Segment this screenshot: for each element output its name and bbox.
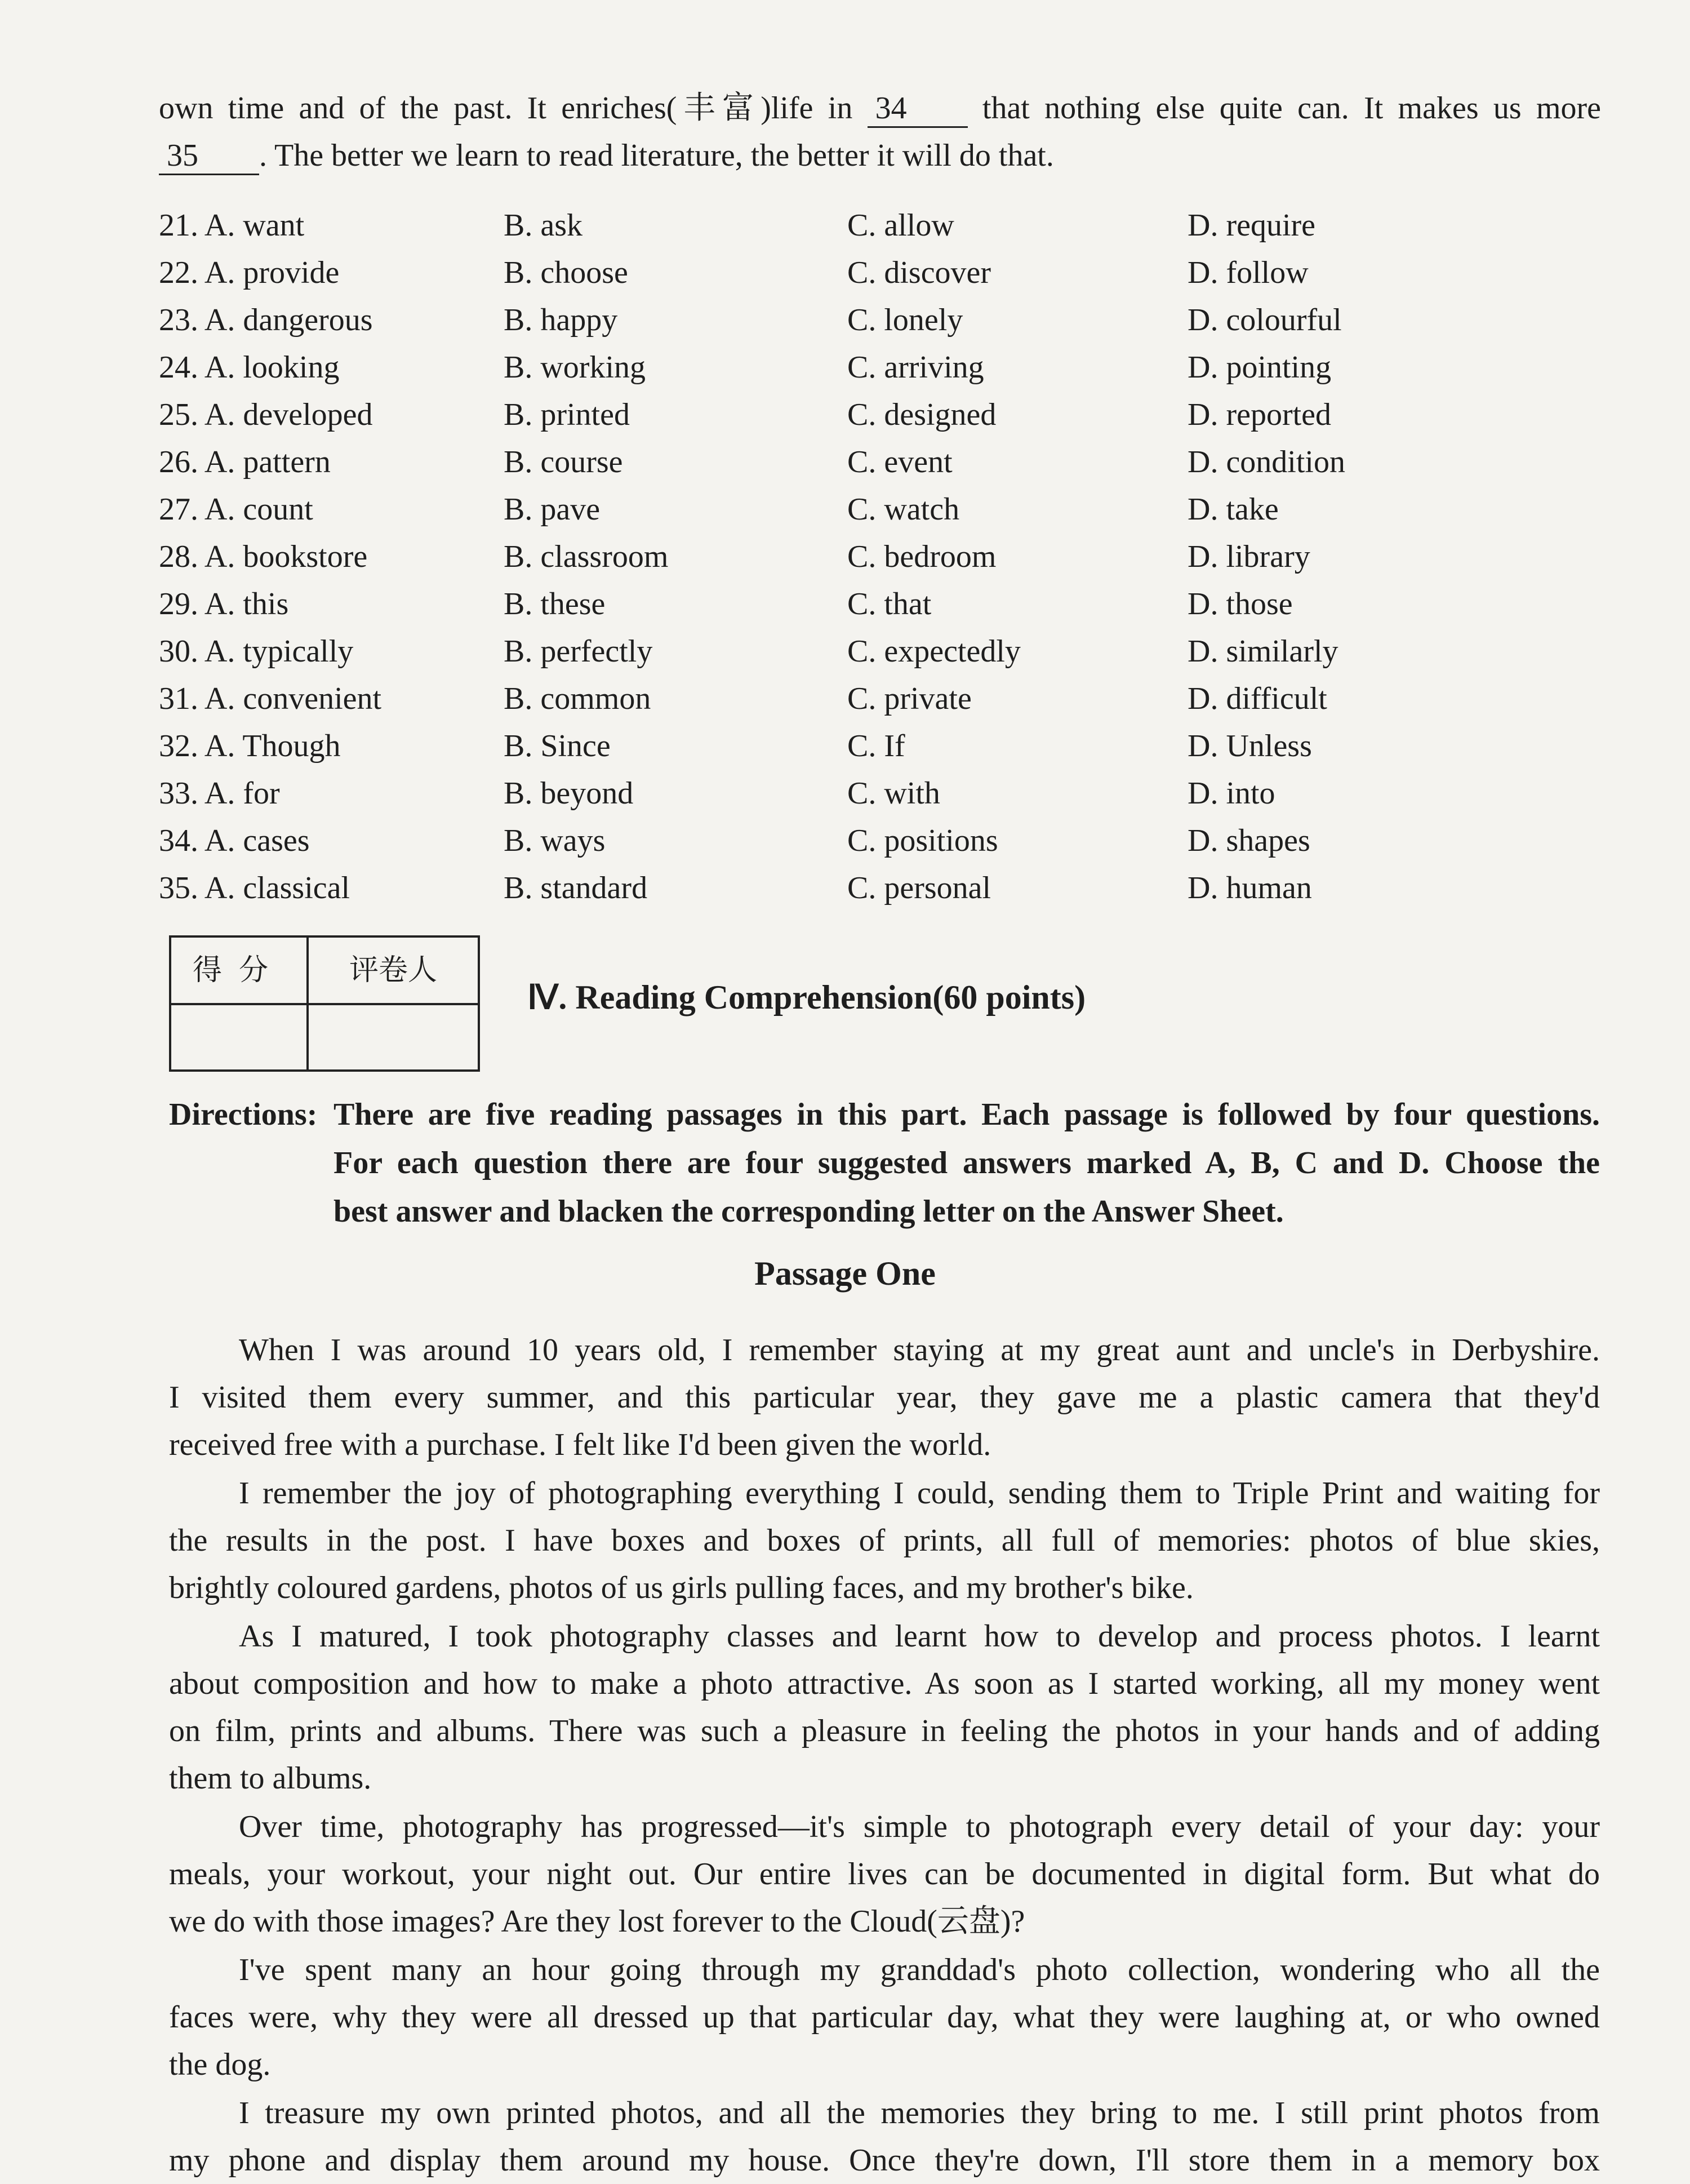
option-d: D. similarly [1188,634,1338,669]
passage-line: When I was around 10 years old, I remember staying at my great aunt and uncle's in Derbyshire. [239,1333,1600,1368]
directions-line: For each question there are four suggested answers marked A, B, C and D. Choose the [333,1146,1600,1180]
option-b: B. perfectly [504,634,653,669]
option-c: C. event [847,445,953,480]
passage-line: I remember the joy of photographing everything I could, sending them to Triple Print and waiting for [239,1476,1600,1511]
option-a: 31. A. convenient [159,681,382,716]
score-table [169,935,480,1072]
section-title: Ⅳ. Reading Comprehension(60 points) [527,979,1086,1016]
option-b: B. pave [504,492,601,527]
option-d: D. condition [1188,445,1345,480]
option-d: D. reported [1188,397,1332,432]
passage-paragraph [169,1803,1600,1945]
passage-paragraph [169,1946,1600,2088]
option-a: 29. A. this [159,587,289,622]
option-c: C. that [847,587,932,622]
option-d: D. shapes [1188,823,1310,858]
blank-35: 35 [159,137,259,175]
option-c: C. personal [847,871,991,905]
option-c: C. If [847,729,905,763]
option-d: D. library [1188,539,1310,574]
question-row [159,817,1624,864]
passage-paragraph [169,1326,1600,1468]
option-a: 26. A. pattern [159,445,331,480]
option-c: C. expectedly [847,634,1021,669]
passage-line: them to albums. [169,1761,372,1796]
option-b: B. working [504,350,646,385]
question-row [159,296,1624,344]
passage-line: the dog. [169,2047,271,2082]
option-d: D. difficult [1188,681,1327,716]
option-a: 33. A. for [159,776,280,811]
option-d: D. require [1188,208,1316,243]
option-a: 34. A. cases [159,823,310,858]
option-d: D. pointing [1188,350,1332,385]
option-d: D. follow [1188,255,1309,290]
option-a: 25. A. developed [159,397,373,432]
passage-line: Over time, photography has progressed—it's simple to photograph every detail of your day: your [239,1809,1600,1844]
option-a: 23. A. dangerous [159,303,373,338]
passage-line: about composition and how to make a photo attractive. As soon as I started working, all my money went [169,1666,1600,1701]
option-d: D. those [1188,587,1293,622]
passage-line: I've spent many an hour going through my granddad's photo collection, wondering who all the [239,1952,1600,1987]
option-d: D. take [1188,492,1279,527]
option-b: B. ask [504,208,582,243]
option-a: 28. A. bookstore [159,539,368,574]
intro-text: own time and of the past. It enriches(丰富)life in [159,91,853,126]
option-c: C. positions [847,823,998,858]
option-d: D. into [1188,776,1275,811]
passage-line: on film, prints and albums. There was such a pleasure in feeling the photos in your hands and of adding [169,1714,1600,1748]
table-divider [171,1003,478,1005]
option-b: B. course [504,445,623,480]
question-row [159,770,1624,817]
option-b: B. beyond [504,776,634,811]
option-a: 35. A. classical [159,871,350,905]
passage-title: Passage One [754,1255,936,1292]
option-b: B. choose [504,255,628,290]
option-a: 32. A. Though [159,729,341,763]
option-c: C. allow [847,208,954,243]
question-row [159,344,1624,391]
question-row [159,580,1624,628]
question-row [159,864,1624,912]
intro-line-2 [159,132,1601,179]
option-b: B. Since [504,729,611,763]
passage-line: As I matured, I took photography classes and learnt how to develop and process photos. I learnt [239,1619,1600,1654]
option-c: C. discover [847,255,991,290]
option-d: D. human [1188,871,1312,905]
passage-line: received free with a purchase. I felt like I'd been given the world. [169,1427,991,1462]
option-c: C. lonely [847,303,963,338]
passage-line: faces were, why they were all dressed up that particular day, what they were laughing at, or who owned [169,2000,1600,2035]
directions-label: Directions: [169,1097,318,1132]
grader-label: 评卷人 [349,953,437,987]
option-c: C. with [847,776,940,811]
question-row [159,533,1624,580]
option-b: B. standard [504,871,648,905]
passage-line: I visited them every summer, and this particular year, they gave me a plastic camera that they'd [169,1380,1600,1415]
intro-line-1 [159,85,1601,132]
passage-line: we do with those images? Are they lost forever to the Cloud(云盘)? [169,1904,1025,1939]
option-a: 30. A. typically [159,634,354,669]
question-row [159,486,1624,533]
intro-text: that nothing else quite can. It makes us more [982,91,1602,126]
option-c: C. arriving [847,350,984,385]
option-b: B. happy [504,303,618,338]
question-row [159,391,1624,438]
passage-line: brightly coloured gardens, photos of us girls pulling faces, and my brother's bike. [169,1570,1194,1605]
option-b: B. printed [504,397,630,432]
passage-line: I treasure my own printed photos, and all the memories they bring to me. I still print photos from [239,2096,1600,2130]
intro-text: . The better we learn to read literature, the better it will do that. [259,138,1054,173]
option-a: 27. A. count [159,492,313,527]
option-c: C. bedroom [847,539,997,574]
question-row [159,438,1624,486]
option-b: B. ways [504,823,606,858]
score-label: 得分 [192,953,285,987]
option-b: B. classroom [504,539,669,574]
blank-34: 34 [868,90,968,128]
directions-line: best answer and blacken the corresponding letter on the Answer Sheet. [333,1194,1284,1229]
passage-paragraph [169,1613,1600,1802]
passage-paragraph [169,2089,1600,2184]
passage-paragraph [169,1470,1600,1612]
option-d: D. colourful [1188,303,1342,338]
option-d: D. Unless [1188,729,1312,763]
directions-line: There are five reading passages in this part. Each passage is followed by four questions. [333,1097,1600,1132]
option-a: 24. A. looking [159,350,340,385]
option-c: C. designed [847,397,997,432]
option-b: B. these [504,587,606,622]
passage-line: my phone and display them around my house. Once they're down, I'll store them in a memory box [169,2143,1600,2178]
option-a: 21. A. want [159,208,305,243]
question-row [159,628,1624,675]
option-c: C. watch [847,492,960,527]
option-c: C. private [847,681,972,716]
question-row [159,202,1624,249]
question-row [159,249,1624,296]
option-b: B. common [504,681,651,716]
option-a: 22. A. provide [159,255,340,290]
question-row [159,675,1624,722]
passage-line: the results in the post. I have boxes and boxes of prints, all full of memories: photos of blue skies, [169,1523,1600,1558]
passage-line: meals, your workout, your night out. Our entire lives can be documented in digital form. But what do [169,1857,1600,1892]
question-row [159,722,1624,770]
cloze-passage-ending [159,85,1601,179]
